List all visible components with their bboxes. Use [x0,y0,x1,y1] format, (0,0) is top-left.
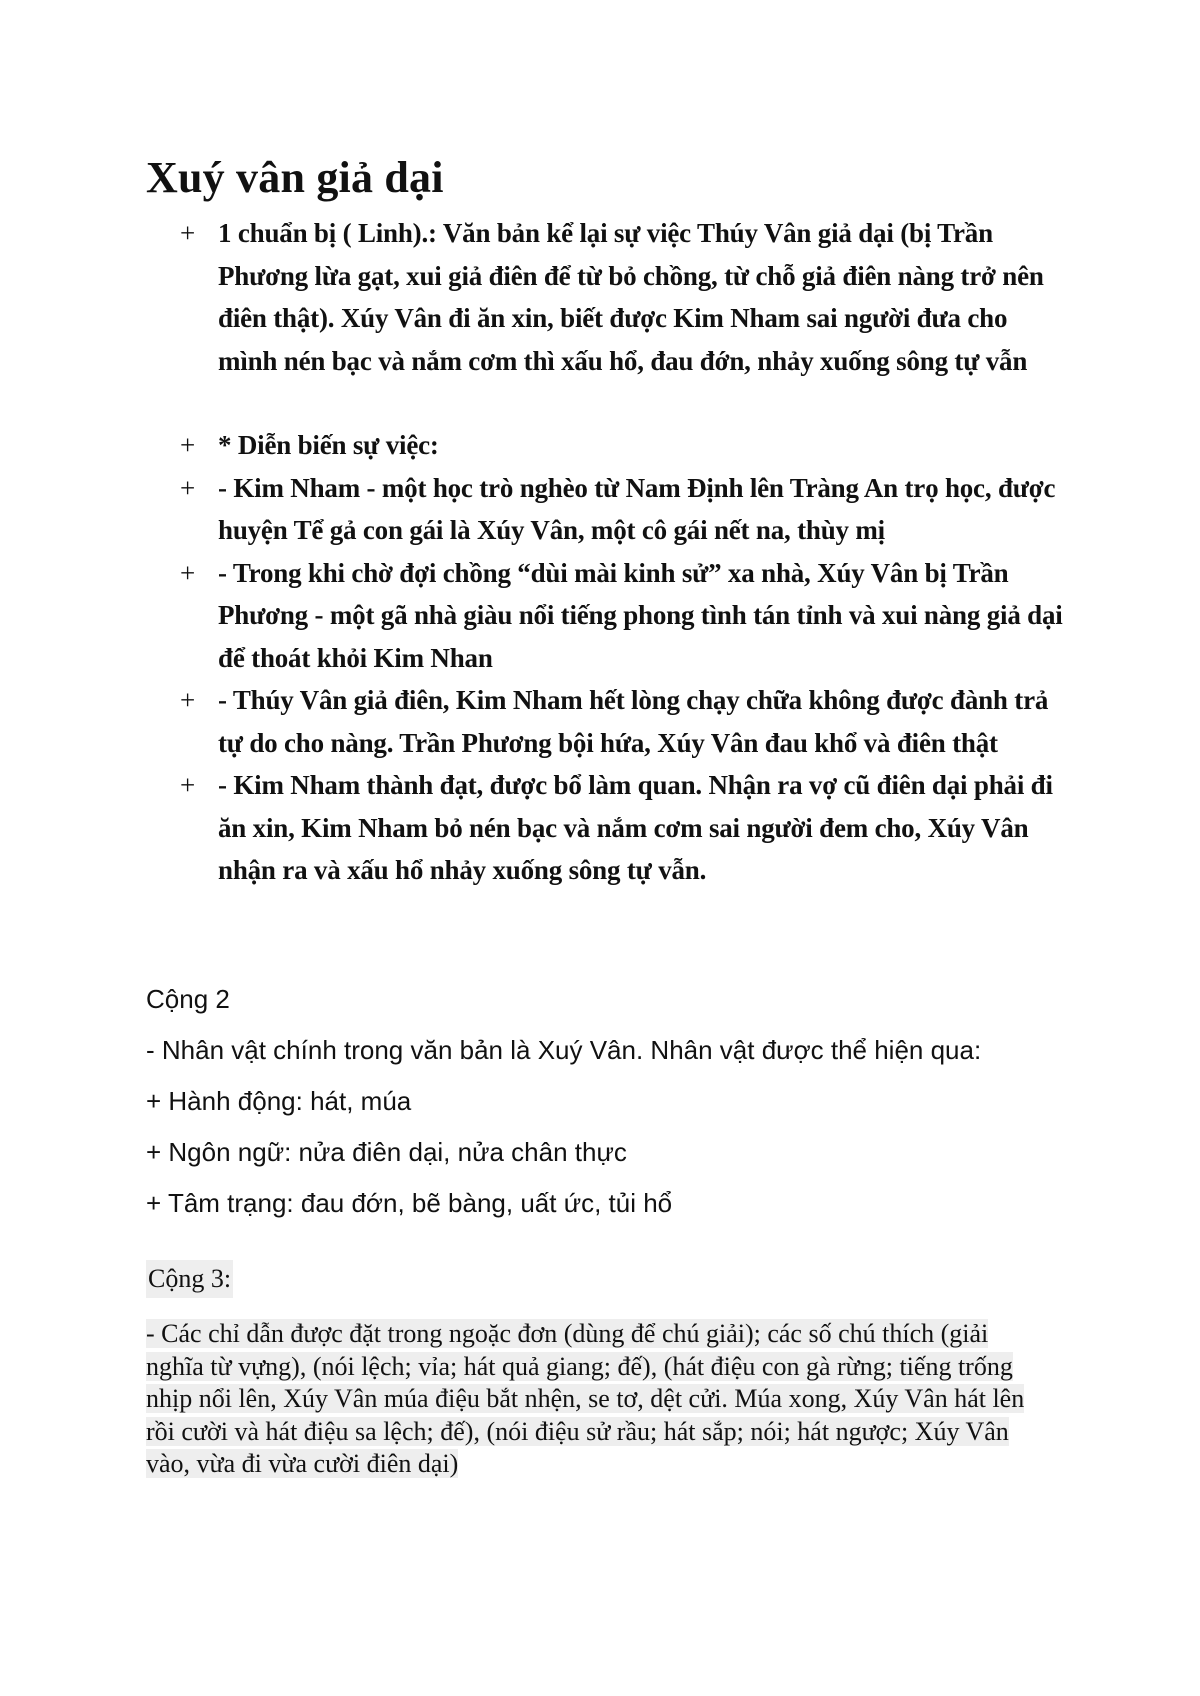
list-item [0,212,1068,382]
list-item [0,679,1068,764]
list-item [0,467,1068,552]
cong3-heading: Cộng 3: [146,1260,233,1298]
bullet-marker: + [180,770,196,800]
cong2-line-language: + Ngôn ngữ: nửa điên dại, nửa chân thực [146,1137,627,1167]
document-title: Xuý vân giả dại [146,153,444,202]
bullet-marker: + [180,430,196,460]
cong2-line-main-character: - Nhân vật chính trong văn bản là Xuý Vân. Nhân vật được thể hiện qua: [146,1035,982,1065]
bullet-text: * Diễn biến sự việc: [218,430,439,460]
bullet-marker: + [180,218,196,248]
list-item [0,764,1068,892]
cong2-heading: Cộng 2 [146,984,230,1014]
summary-bullet-list [0,212,1200,892]
cong2-line-actions: + Hành động: hát, múa [146,1086,412,1116]
bullet-text: - Kim Nham thành đạt, được bổ làm quan. Nhận ra vợ cũ điên dại phải đi ăn xin, Kim Nham bỏ nén bạc và nắm cơm sai người đem cho, Xúy Vân nhận ra và xấu hổ nhảy xuống sông tự vẫn. [218,770,1053,885]
bullet-marker: + [180,557,196,588]
cong2-line-mood: + Tâm trạng: đau đớn, bẽ bàng, uất ức, tủi hổ [146,1188,673,1218]
bullet-marker: + [180,472,196,503]
list-item [0,552,1068,680]
bullet-text: - Trong khi chờ đợi chồng “dùi mài kinh sử” xa nhà, Xúy Vân bị Trần Phương - một gã nhà giàu nổi tiếng phong tình tán tỉnh và xui nàng giả dại để thoát khỏi Kim Nhan [218,557,1063,673]
bullet-text: 1 chuẩn bị ( Linh).: Văn bản kể lại sự việc Thúy Vân giả dại (bị Trần Phương lừa gạt, xui giả điên để từ bỏ chồng, từ chỗ giả điên nàng trở nên điên thật). Xúy Vân đi ăn xin, biết được Kim Nham sai người đưa cho mình nén bạc và nắm cơm thì xấu hổ, đau đớn, nhảy xuống sông tự vẫn [218,218,1044,376]
cong3-paragraph [146,1318,1046,1481]
bullet-text: - Kim Nham - một học trò nghèo từ Nam Định lên Tràng An trọ học, được huyện Tể gả con gái là Xúy Vân, một cô gái nết na, thùy mị [218,472,1056,545]
bullet-text: - Thúy Vân giả điên, Kim Nham hết lòng chạy chữa không được đành trả tự do cho nàng. Trần Phương bội hứa, Xúy Vân đau khổ và điên thật [218,685,1049,758]
bullet-marker: + [180,685,196,715]
cong3-paragraph-text: - Các chỉ dẫn được đặt trong ngoặc đơn (dùng để chú giải); các số chú thích (giải nghĩa từ vựng), (nói lệch; vỉa; hát quả giang; đế), (hát điệu con gà rừng; tiếng trống nhịp nổi lên, Xúy Vân múa điệu bắt nhện, se tơ, dệt cửi. Múa xong, Xúy Vân hát lên rồi cười và hát điệu sa lệch; đế), (nói điệu sử rầu; hát sắp; nói; hát ngược; Xúy Vân vào, vừa đi vừa cười điên dại) [146,1319,1025,1478]
list-item [0,424,1068,467]
